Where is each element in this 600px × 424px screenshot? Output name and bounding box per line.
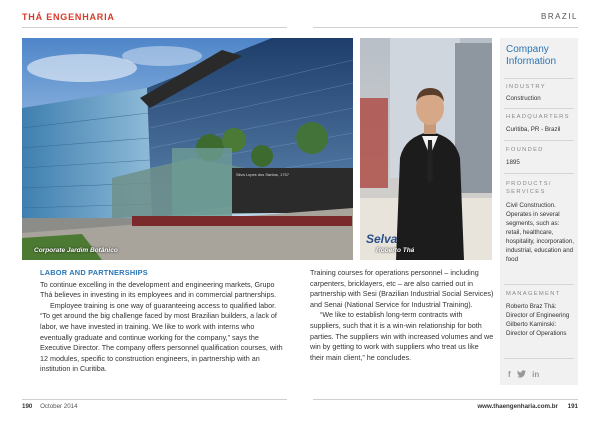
sidebar-title: Company Information	[506, 44, 557, 67]
header-rule-left	[22, 27, 287, 28]
svg-text:Selva: Selva	[366, 232, 398, 246]
sidebar-divider	[504, 358, 574, 359]
article-headline: LABOR AND PARTNERSHIPS	[40, 268, 148, 277]
building-caption: Corporate Jardim Botânico	[34, 247, 118, 254]
website-link[interactable]: www.thaengenharia.com.br	[477, 403, 558, 410]
sidebar-divider	[504, 108, 574, 109]
article-paragraph: Employee training is one way of guaranteeing access to qualified labor. “To get around the big challenge faced by most Brazilian builders, a lack of labor, we have invested in training. We like to work with interns who eventually graduate and continue working for the company,” says the Executive Director. The company offers personnel qualification courses, with 12 modules, specific to construction engineers, in partnership with an institution in Curitiba.	[40, 300, 283, 374]
building-sign: Silva Lopes dos Santos, 1757	[236, 172, 289, 177]
sidebar-divider	[504, 140, 574, 141]
sidebar-divider	[504, 78, 574, 79]
portrait-photo	[360, 38, 492, 260]
section-label: BRAZIL	[540, 12, 578, 21]
founded-value: 1895	[506, 159, 520, 166]
issue-date: October 2014	[40, 403, 78, 410]
building-photo	[22, 38, 353, 260]
headquarters-value: Curitiba, PR - Brazil	[506, 126, 561, 133]
article-paragraph: “We like to establish long-term contracts with suppliers, such that it is a win-win relationship for both parties. The suppliers win with increased volumes and we win by getting to work with suppliers who treat us like their main client,” he concludes.	[310, 310, 494, 362]
page-number-left: 190	[22, 403, 33, 410]
industry-label: INDUSTRY	[506, 84, 546, 90]
header-rule-right	[313, 27, 578, 28]
company-info-sidebar	[500, 38, 578, 385]
management-value: Roberto Braz Thá: Director of Engineering Gilberto Kaminski: Director of Operations	[506, 303, 570, 337]
article-column-2	[310, 268, 494, 363]
industry-value: Construction	[506, 95, 541, 102]
management-label: MANAGEMENT	[506, 291, 561, 297]
article-paragraph: Training courses for operations personnel – including carpenters, bricklayers, etc – are also carried out in partnership with Sesi (Brazilian Industrial Social Services) and Senai (National Service for Industrial Training).	[310, 268, 494, 309]
social-links	[508, 370, 543, 379]
sidebar-divider	[504, 284, 574, 285]
headquarters-label: HEADQUARTERS	[506, 114, 570, 120]
sidebar-divider	[504, 173, 574, 174]
brand-title: THÁ ENGENHARIA	[22, 12, 115, 22]
linkedin-icon[interactable]: in	[532, 370, 540, 379]
article-column-1	[40, 268, 284, 375]
founded-label: FOUNDED	[506, 147, 544, 153]
footer-rule-left	[22, 399, 287, 400]
products-label: PRODUCTS/ SERVICES	[506, 181, 552, 195]
products-value: Civil Construction. Operates in several segments, such as: retail, healthcare, hospitality, incorporation, industrial, education and food	[506, 202, 574, 263]
portrait-caption: Roberto Thá	[376, 247, 415, 254]
page-number-right: 191	[567, 403, 578, 410]
facebook-icon[interactable]: f	[508, 370, 511, 379]
article-paragraph: To continue excelling in the development and engineering markets, Grupo Thá believes in investing in its employees and in commercial partnerships.	[40, 279, 277, 300]
twitter-icon[interactable]	[517, 370, 528, 379]
footer-left	[22, 403, 78, 410]
footer-rule-right	[313, 399, 578, 400]
footer-right	[477, 403, 578, 410]
